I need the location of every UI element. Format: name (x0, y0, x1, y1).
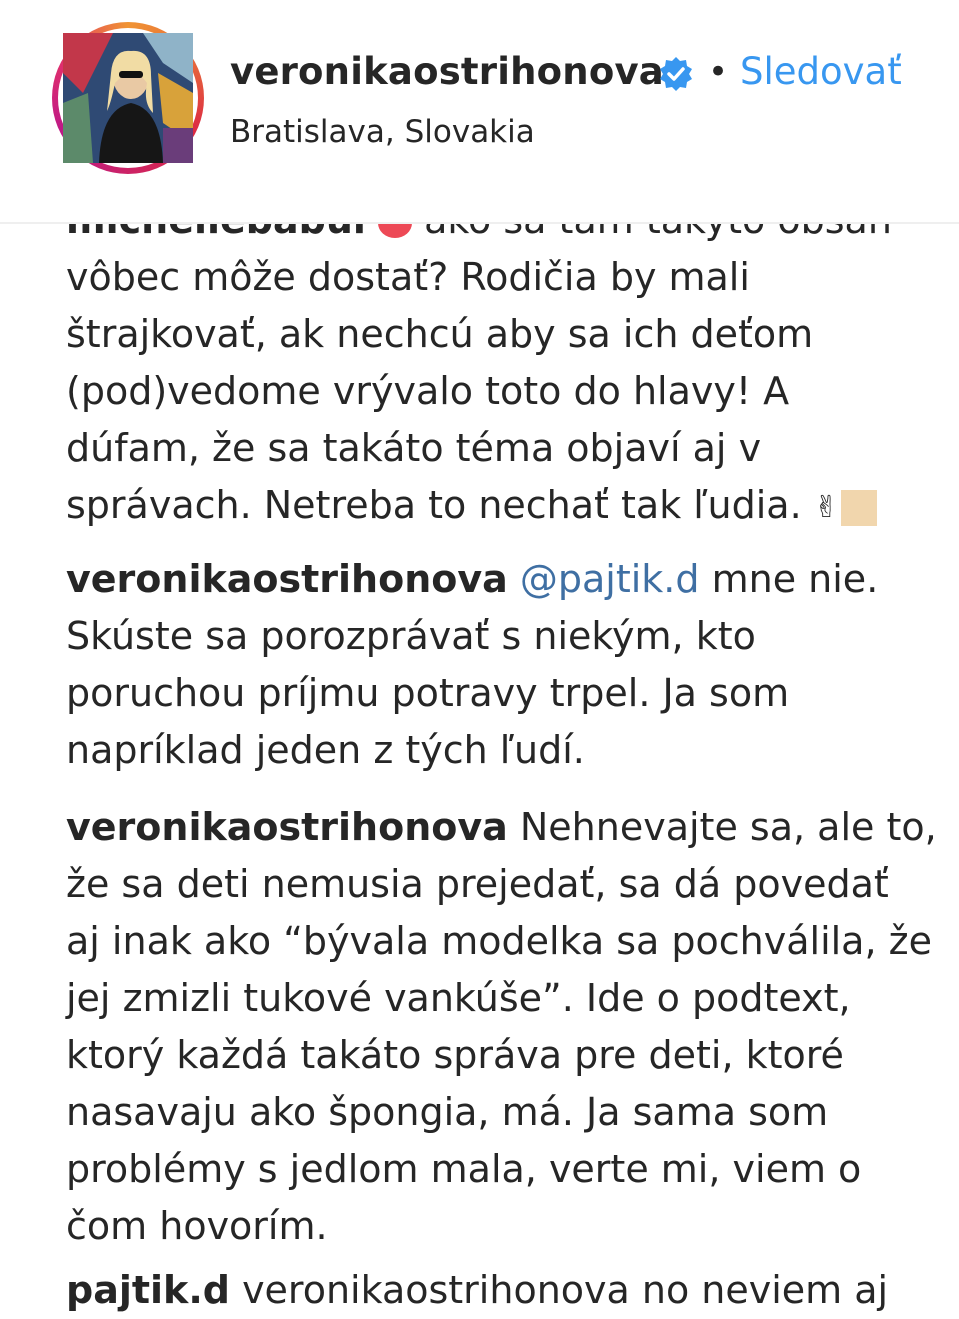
comment-line (66, 1262, 946, 1319)
comment-text: (pod)vedome vrývalo toto do hlavy! A (66, 369, 790, 413)
comment-username[interactable]: veronikaostrihonova (66, 557, 508, 601)
follow-button[interactable]: Sledovať (740, 50, 902, 93)
comment-text: veronikaostrihonova no neviem aj (242, 1268, 889, 1312)
avatar[interactable] (63, 33, 193, 163)
comment-text: ktorý každá takáto správa pre deti, ktoré (66, 1033, 844, 1077)
comment-text: nasavaju ako špongia, má. Ja sama som (66, 1090, 829, 1134)
comment-text: jej zmizli tukové vankúše”. Ide o podtext, (66, 976, 851, 1020)
header-username[interactable]: veronikaostrihonova (230, 50, 664, 93)
comment-text: aj inak ako “bývala modelka sa pochválila, že (66, 919, 932, 963)
comment-text: správach. Netreba to nechať tak ľudia. (66, 483, 802, 527)
comment-text: dúfam, že sa takáto téma objaví aj v (66, 426, 762, 470)
comment-mention-link[interactable]: @pajtik.d (519, 557, 700, 601)
story-ring[interactable] (52, 22, 204, 174)
comment-text: poruchou príjmu potravy trpel. Ja som (66, 671, 790, 715)
location-link[interactable]: Bratislava, Slovakia (230, 114, 535, 150)
comment (66, 551, 946, 779)
comment-username[interactable]: veronikaostrihonova (66, 805, 508, 849)
skin-tone-emoji-icon (841, 490, 877, 526)
comment-text: mne nie. (711, 557, 879, 601)
comment-text: vôbec môže dostať? Rodičia by mali (66, 255, 750, 299)
comment-line (66, 477, 946, 536)
verified-badge-icon (658, 56, 694, 92)
comment-text: Skúste sa porozprávať s niekým, kto (66, 614, 756, 658)
comment-line (66, 799, 946, 856)
comment-text: napríklad jeden z tých ľudí. (66, 728, 585, 772)
comment-text: čom hovorím. (66, 1204, 328, 1248)
comment (66, 799, 946, 1255)
comment-text: problémy s jedlom mala, verte mi, viem o (66, 1147, 862, 1191)
comment (66, 192, 946, 536)
comment-text: štrajkovať, ak nechcú aby sa ich deťom (66, 312, 814, 356)
comment (66, 1262, 946, 1319)
comment-line (66, 551, 946, 608)
post-header (0, 0, 959, 224)
separator-dot: • (708, 52, 729, 92)
comment-text: že sa deti nemusia prejedať, sa dá povedať (66, 862, 889, 906)
avatar-image (63, 33, 193, 163)
comment-username[interactable]: pajtik.d (66, 1268, 230, 1312)
comment-text: Nehnevajte sa, ale to, (519, 805, 937, 849)
victory-hand-emoji-icon: ✌ (813, 490, 839, 525)
